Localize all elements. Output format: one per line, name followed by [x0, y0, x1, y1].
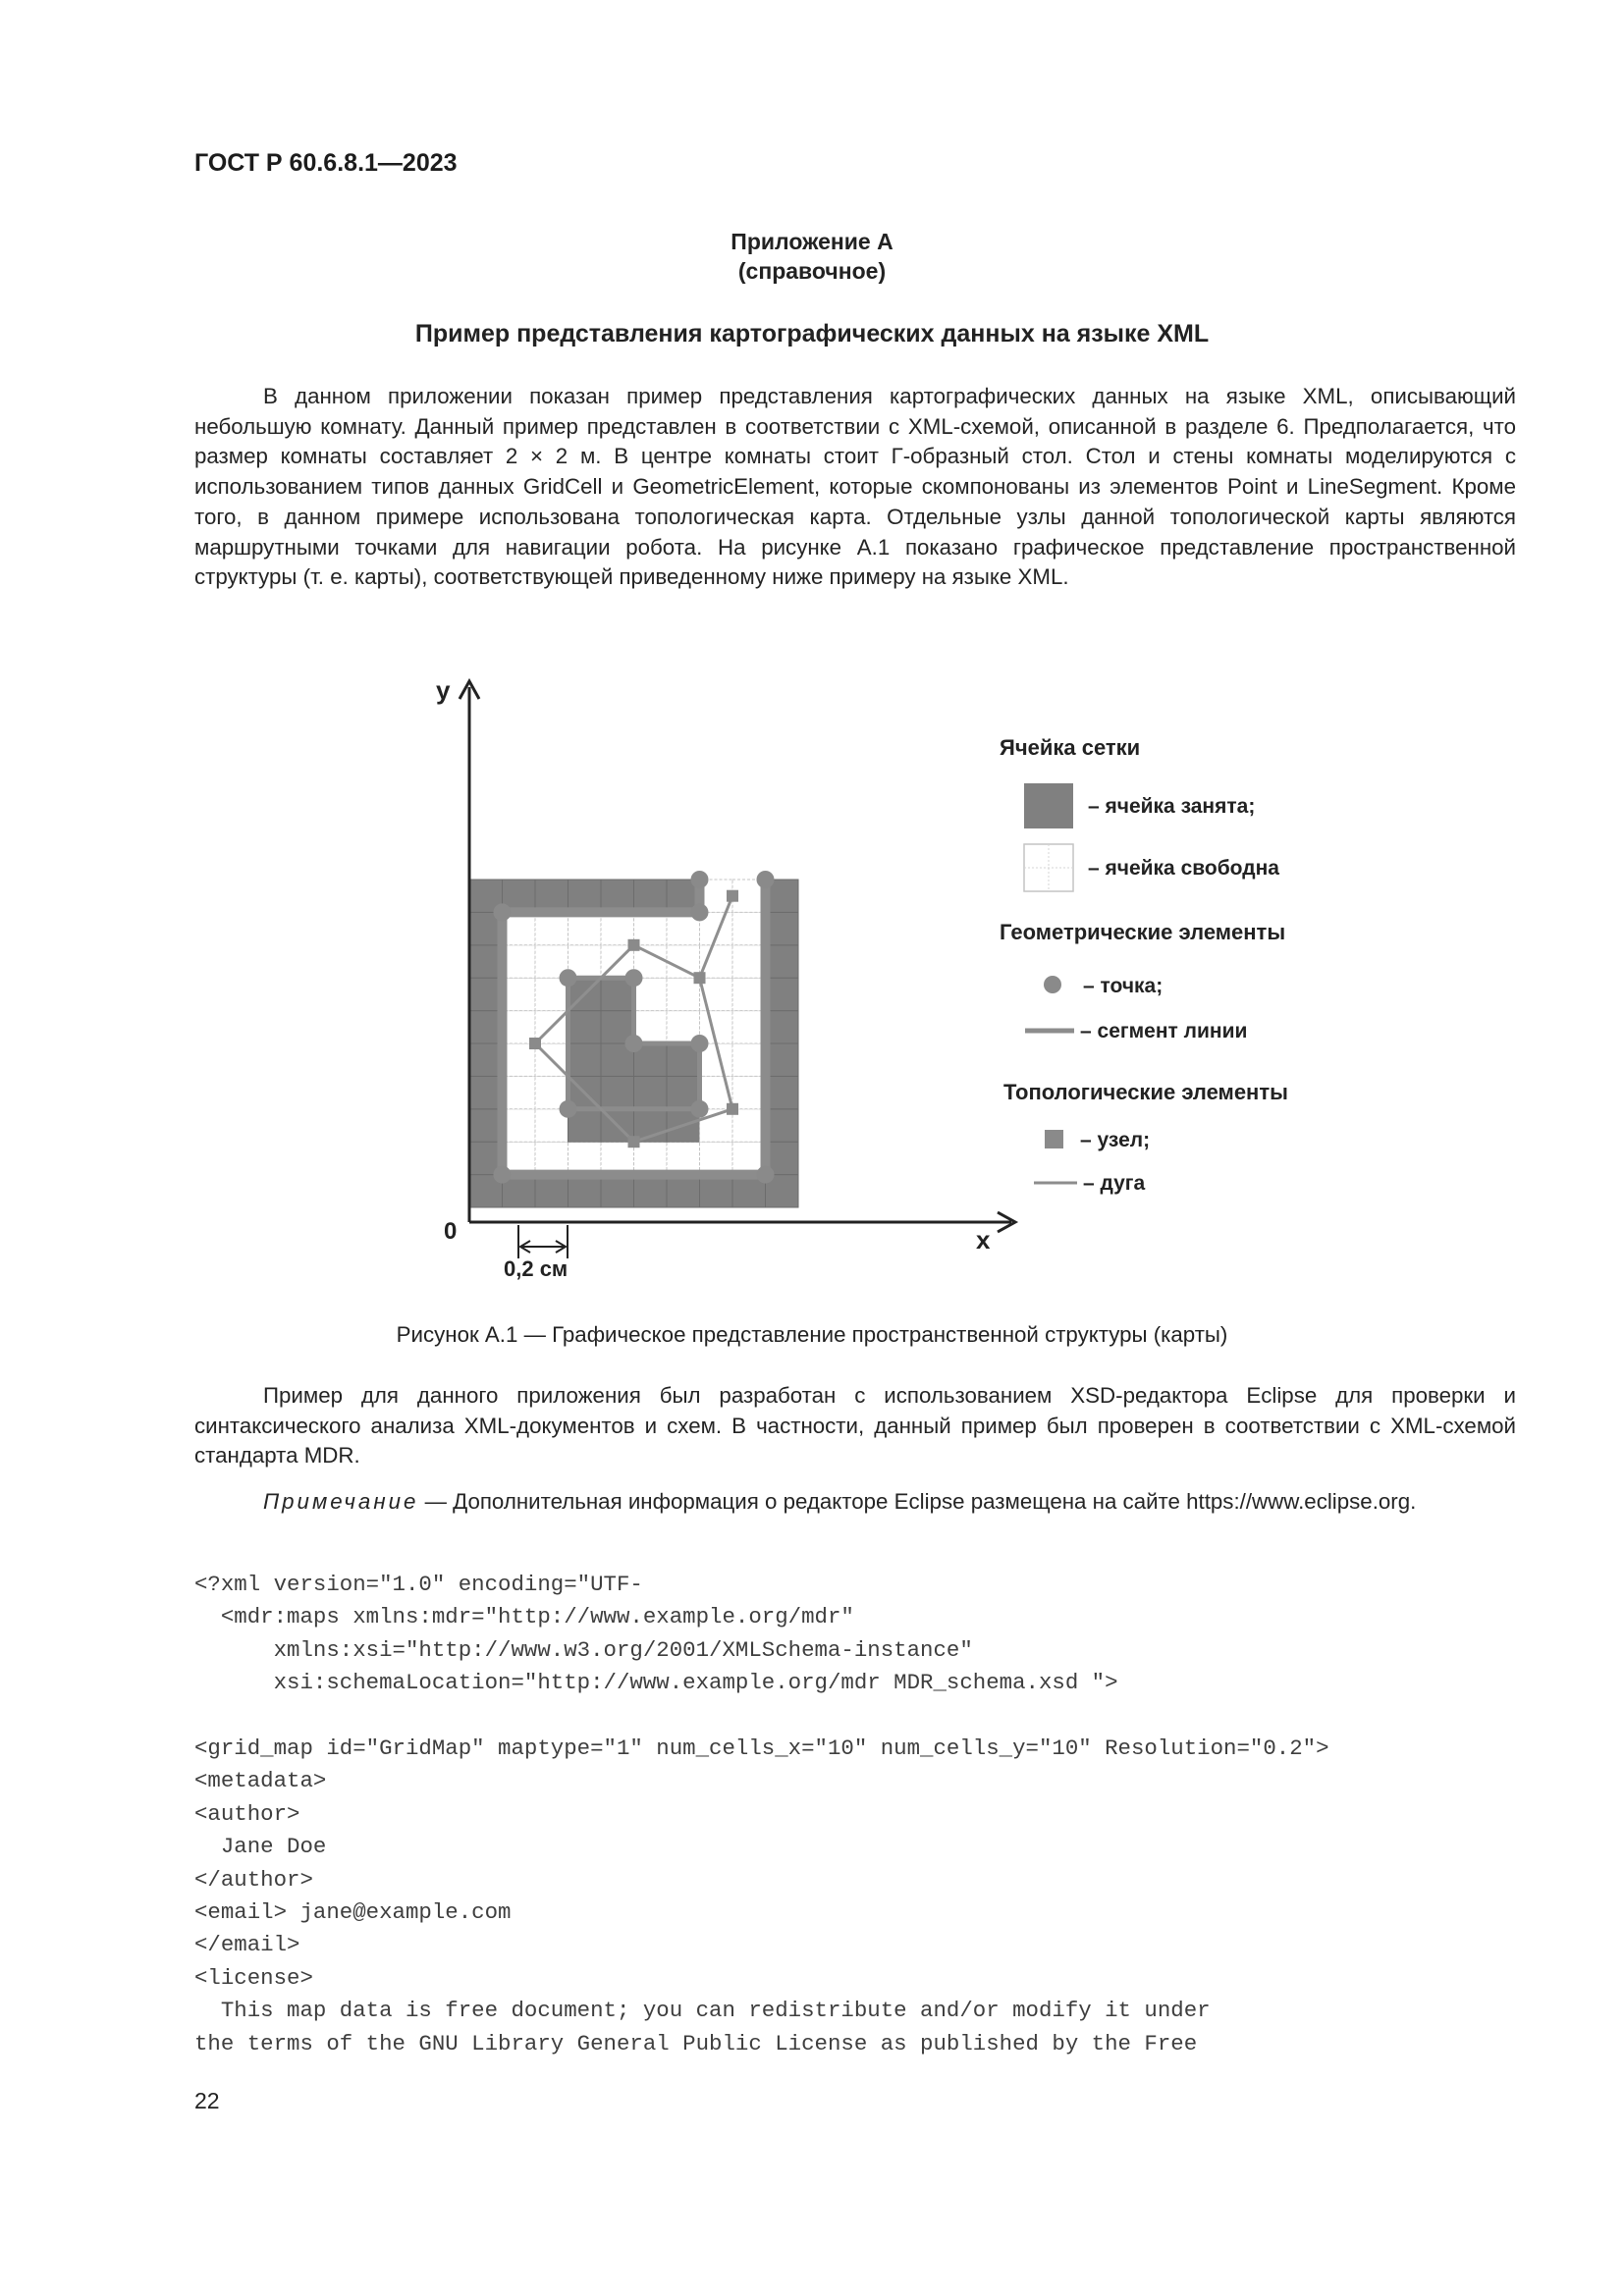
legend — [1000, 735, 1288, 1195]
grid-cell-free — [503, 1109, 536, 1142]
code-line: the terms of the GNU Library General Public License as published by the Free — [194, 2030, 1198, 2056]
grid-cell-occupied — [634, 1076, 668, 1108]
geometric-point — [757, 871, 775, 888]
geometric-point — [560, 969, 577, 987]
geometric-point — [691, 1100, 709, 1118]
grid-cell-occupied — [766, 1043, 799, 1076]
topology-node — [628, 1136, 640, 1148]
note-text: — Дополнительная информация о редакторе Eclipse размещена на сайте https://www.eclipse.org. — [418, 1489, 1417, 1514]
grid-cell-free — [732, 1043, 766, 1076]
code-line: xsi:schemaLocation="http://www.example.org/mdr MDR_schema.xsd "> — [194, 1670, 1118, 1696]
scale-label: 0,2 см — [504, 1256, 568, 1281]
grid-cell-occupied — [568, 1043, 602, 1076]
grid-cell-occupied — [535, 880, 568, 912]
validation-text: Пример для данного приложения был разработан с использованием XSD-редактора Eclipse для проверки и синтаксического анализа XML-документов и схем. В частности, данный пример был проверен в соответствии с XML-схемой стандарта MDR. — [194, 1383, 1516, 1468]
intro-text: В данном приложении показан пример представления картографических данных на языке XML, описывающий небольшую комнату. Данный пример представлен в соответствии с XML-схемой, описанной в разделе 6. Предполагается, что размер комнаты составляет 2 × 2 м. В центре комнаты стоит Г-образный стол. Стол и стены комнаты моделируются с использованием типов данных GridCell и GeometricElement, которые скомпонованы из элементов Point и LineSegment. Кроме того, в данном примере использована топологическая карта. Отдельные узлы данной топологической карты являются маршрутными точками для навигации робота. На рисунке А.1 показано графическое представление пространственной структуры (т. е. карты), соответствующей приведенному ниже примеру на языке XML. — [194, 384, 1516, 590]
geometric-point — [625, 969, 643, 987]
grid-cell-occupied — [469, 1076, 503, 1108]
grid-cell-occupied — [601, 880, 634, 912]
note-paragraph — [194, 1487, 1516, 1518]
grid-cell-free — [732, 912, 766, 944]
geometric-point — [691, 903, 709, 921]
grid-cell-free — [503, 945, 536, 978]
grid-cell-occupied — [469, 945, 503, 978]
grid-cell-free — [535, 1142, 568, 1174]
legend-arc: – дуга — [1083, 1172, 1146, 1195]
code-line: Jane Doe — [194, 1834, 327, 1860]
grid-cell-occupied — [469, 1011, 503, 1043]
y-axis-label: y — [436, 675, 451, 705]
topology-node — [628, 939, 640, 951]
grid-cell-occupied — [766, 912, 799, 944]
grid-cell-occupied — [766, 978, 799, 1010]
grid-cell-occupied — [667, 1175, 700, 1207]
geometric-point — [757, 1166, 775, 1184]
code-line: <email> jane@example.com — [194, 1899, 512, 1926]
legend-occupied: – ячейка занята; — [1088, 795, 1256, 818]
topology-node — [529, 1038, 541, 1049]
code-line: </email> — [194, 1932, 300, 1958]
validation-paragraph — [194, 1381, 1516, 1471]
grid-cell-occupied — [601, 1076, 634, 1108]
grid-cell-free — [732, 978, 766, 1010]
geometric-point — [560, 1100, 577, 1118]
node-legend-icon — [1045, 1130, 1063, 1148]
appendix-title: Приложение А — [731, 229, 893, 254]
origin-label: 0 — [444, 1218, 458, 1245]
legend-topo-heading: Топологические элементы — [1003, 1080, 1288, 1104]
geometric-point — [494, 1166, 512, 1184]
grid-cell-occupied — [469, 1043, 503, 1076]
code-line: <mdr:maps xmlns:mdr="http://www.example.org/mdr" — [194, 1604, 854, 1630]
code-line: <metadata> — [194, 1768, 327, 1794]
legend-segment: – сегмент линии — [1080, 1020, 1248, 1042]
code-line: </author> — [194, 1866, 313, 1893]
grid-cell-occupied — [634, 880, 668, 912]
grid-cell-free — [503, 1076, 536, 1108]
grid-cell-occupied — [634, 1175, 668, 1207]
topology-node — [727, 1103, 738, 1115]
topology-node — [727, 890, 738, 902]
xml-code-block — [194, 1569, 1329, 2060]
code-line: <grid_map id="GridMap" maptype="1" num_cells_x="10" num_cells_y="10" Resolution="0.2"> — [194, 1735, 1329, 1762]
grid-cell-occupied — [766, 1076, 799, 1108]
document-header: ГОСТ Р 60.6.8.1—2023 — [194, 149, 458, 177]
grid-cell-occupied — [469, 1109, 503, 1142]
topology-node — [694, 972, 706, 984]
point-legend-icon — [1044, 976, 1061, 993]
x-axis-label: x — [976, 1225, 991, 1255]
code-line: <author> — [194, 1800, 300, 1827]
legend-node: – узел; — [1080, 1129, 1151, 1151]
legend-grid-heading: Ячейка сетки — [1000, 735, 1141, 760]
grid-cell-occupied — [568, 1011, 602, 1043]
note-label: Примечание — [263, 1489, 419, 1514]
grid-cell-free — [568, 912, 602, 944]
grid-cell-free — [568, 1142, 602, 1174]
grid-cell-free — [732, 945, 766, 978]
code-line — [194, 1700, 1329, 1733]
grid-cell-occupied — [766, 945, 799, 978]
code-line: This map data is free document; you can redistribute and/or modify it under — [194, 1998, 1211, 2024]
section-title: Пример представления картографических данных на языке XML — [414, 320, 1210, 347]
grid-cell-free — [667, 1142, 700, 1174]
geometric-point — [691, 1035, 709, 1052]
legend-free: – ячейка свободна — [1088, 857, 1279, 880]
code-line: <?xml version="1.0" encoding="UTF- — [194, 1572, 643, 1597]
appendix-subtitle: (справочное) — [737, 258, 887, 284]
legend-geom-heading: Геометрические элементы — [1000, 920, 1286, 944]
grid-cell-occupied — [469, 978, 503, 1010]
figure-caption: Рисунок А.1 — Графическое представление пространственной структуры (карты) — [396, 1322, 1228, 1347]
grid-cell-occupied — [601, 1175, 634, 1207]
geometric-point — [494, 903, 512, 921]
occupied-cell-swatch-icon — [1024, 783, 1073, 828]
grid-cell-free — [732, 1011, 766, 1043]
geometric-point — [625, 1035, 643, 1052]
grid-cell-free — [535, 912, 568, 944]
grid-cell-occupied — [766, 1109, 799, 1142]
grid-cell-free — [700, 1142, 733, 1174]
code-line: xmlns:xsi="http://www.w3.org/2001/XMLSchema-instance" — [194, 1636, 973, 1663]
grid-cell-occupied — [535, 1175, 568, 1207]
geometric-point — [691, 871, 709, 888]
grid-cell-occupied — [568, 880, 602, 912]
grid-cell-occupied — [766, 1011, 799, 1043]
legend-point: – точка; — [1083, 975, 1164, 997]
intro-paragraph — [194, 382, 1516, 593]
page-number: 22 — [194, 2088, 220, 2113]
grid-cell-occupied — [568, 1175, 602, 1207]
code-line: <license> — [194, 1964, 313, 1991]
grid-cell-occupied — [700, 1175, 733, 1207]
map-figure — [0, 658, 1624, 1296]
grid-cell-free — [503, 978, 536, 1010]
